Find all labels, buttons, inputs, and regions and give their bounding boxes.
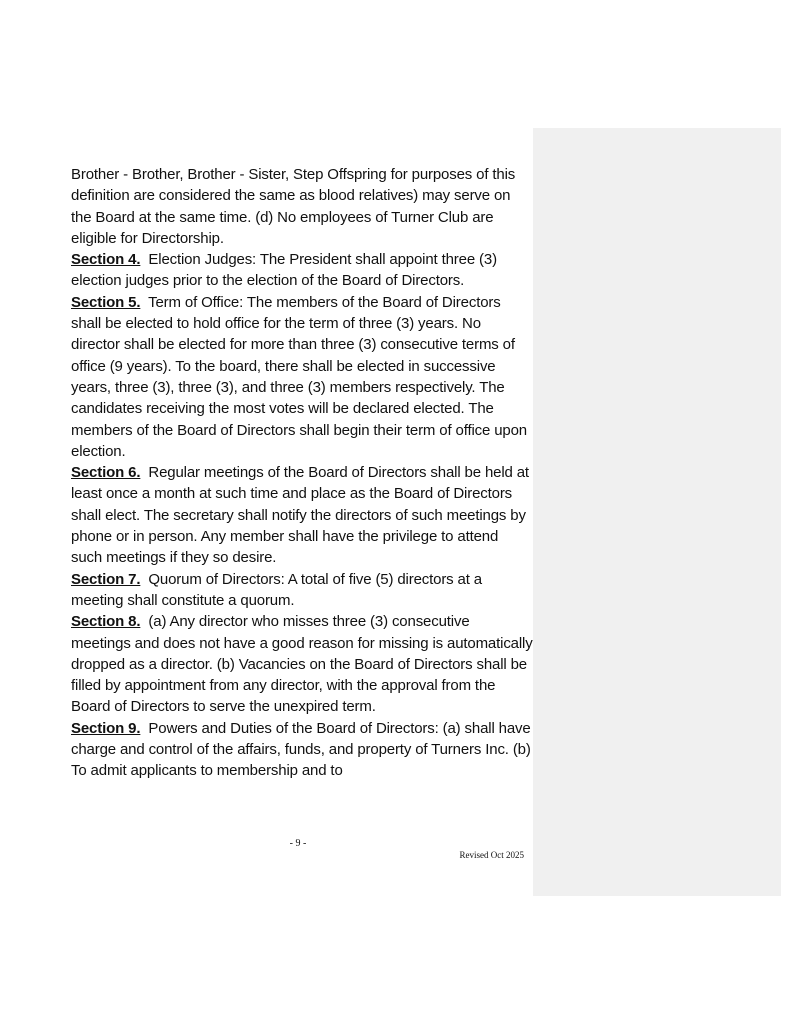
section-5-paragraph xyxy=(71,292,533,462)
comment-pane xyxy=(533,128,781,896)
intro-paragraph xyxy=(71,164,533,249)
section-8-text: (a) Any director who misses three (3) consecutive meetings and does not have a good reason for missing is automatically dropped as a director. (b) Vacancies on the Board of Directors shall be filled by appointment from any director, with the approval from the Board of Directors to serve the unexpired term. xyxy=(71,613,533,716)
section-7-label: Section 7. xyxy=(71,570,141,588)
revision-note: Revised Oct 2025 xyxy=(459,850,524,860)
page-number: - 9 - xyxy=(289,838,307,849)
document-body xyxy=(71,164,533,782)
section-6-label: Section 6. xyxy=(71,464,141,482)
section-4-text: Election Judges: The President shall appoint three (3) election judges prior to the election of the Board of Directors. xyxy=(71,251,497,290)
section-6-text: Regular meetings of the Board of Directors shall be held at least once a month at such time and place as the Board of Directors shall elect. The secretary shall notify the directors of such meetings by phone or in person. Any member shall have the privilege to attend such meetings if they so desire. xyxy=(71,464,529,567)
intro-text: Brother - Brother, Brother - Sister, Step Offspring for purposes of this definition are considered the same as blood relatives) may serve on the Board at the same time. (d) No employees of Turner Club are eligible for Directorship. xyxy=(71,166,516,247)
section-6-paragraph xyxy=(71,462,533,568)
section-9-label: Section 9. xyxy=(71,719,141,737)
section-8-label: Section 8. xyxy=(71,613,141,631)
section-8-paragraph xyxy=(71,611,533,717)
section-7-text: Quorum of Directors: A total of five (5) directors at a meeting shall constitute a quorum. xyxy=(71,570,482,609)
section-4-paragraph xyxy=(71,249,533,292)
section-5-label: Section 5. xyxy=(71,293,141,311)
section-5-text: Term of Office: The members of the Board of Directors shall be elected to hold office for the term of three (3) years. No director shall be elected for more than three (3) consecutive terms of office (9 years). To the board, there shall be elected in successive years, three (3), three (3), and three (3) members respectively. The candidates receiving the most votes will be declared elected. The members of the Board of Directors shall begin their term of office upon election. xyxy=(71,293,527,460)
section-9-paragraph xyxy=(71,718,533,782)
section-4-label: Section 4. xyxy=(71,251,141,269)
section-7-paragraph xyxy=(71,569,533,612)
section-9-text: Powers and Duties of the Board of Directors: (a) shall have charge and control of the affairs, funds, and property of Turners Inc. (b) To admit applicants to membership and to xyxy=(71,719,531,780)
